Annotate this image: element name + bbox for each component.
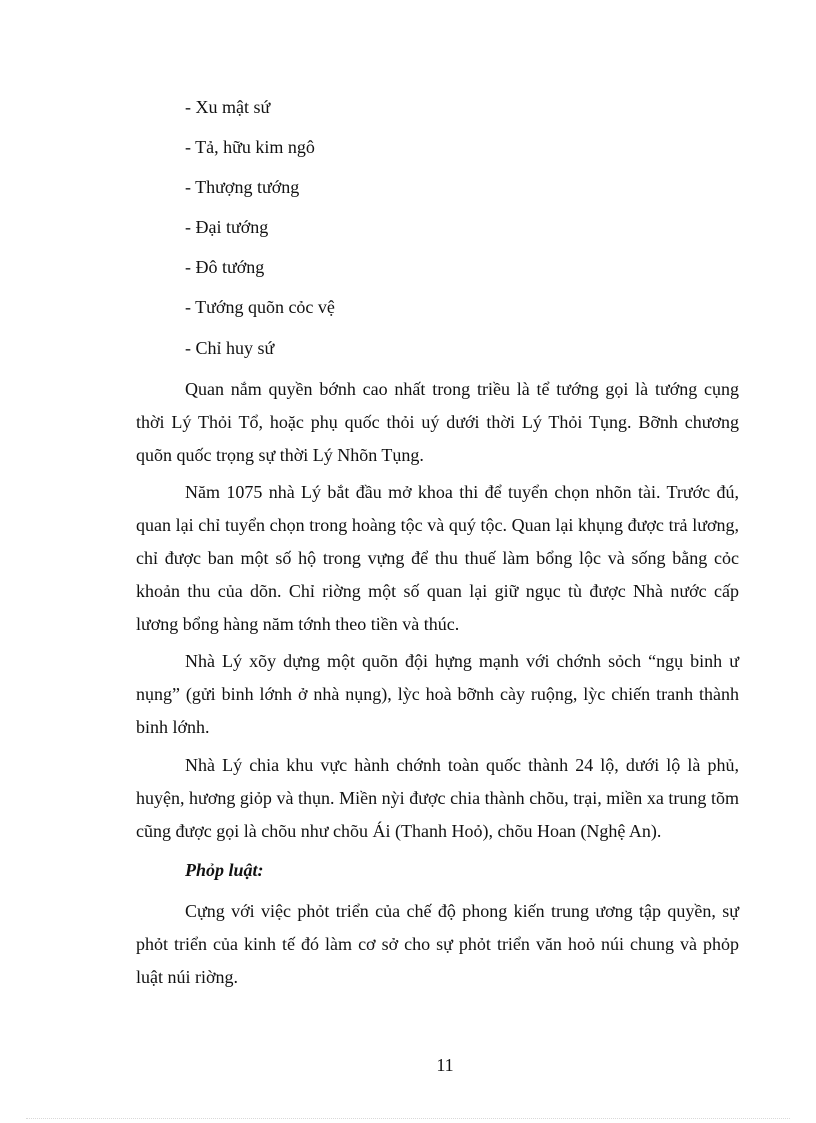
paragraph: Nhà Lý chia khu vực hành chớnh toàn quốc thành 24 lộ, dưới lộ là phủ, huyện, hương giỏp và thụn. Miền nỳi được chia thành chõu, trại, miền xa trung tõm cũng được gọi là chõu như chõu Ái (Thanh Hoỏ), chõu Hoan (Nghệ An).: [136, 755, 739, 841]
paragraph: Quan nắm quyền bớnh cao nhất trong triều là tể tướng gọi là tướng cụng thời Lý Thỏi Tổ, hoặc phụ quốc thỏi uý dưới thời Lý Thỏi Tụng. Bỡnh chương quõn quốc trọng sự thời Lý Nhõn Tụng.: [136, 379, 739, 465]
list-item: - Thượng tướng: [185, 177, 300, 197]
list-item: - Chỉ huy sứ: [185, 338, 275, 358]
paragraph: Nhà Lý xõy dựng một quõn đội hựng mạnh với chớnh sỏch “ngụ binh ư nụng” (gửi binh lớnh ở nhà nụng), lỳc hoà bỡnh cày ruộng, lỳc chiến tranh thành binh lớnh.: [136, 651, 739, 737]
section-heading: Phỏp luật:: [185, 860, 264, 880]
list-item: - Đô tướng: [185, 257, 265, 277]
list-item: - Đại tướng: [185, 217, 269, 237]
list-item: - Tả, hữu kim ngô: [185, 137, 315, 157]
footer-divider: [26, 1118, 790, 1119]
paragraph: Cựng với việc phỏt triển của chế độ phong kiến trung ương tập quyền, sự phỏt triển của kinh tế đó làm cơ sở cho sự phỏt triển văn hoỏ núi chung và phỏp luật núi riờng.: [136, 901, 739, 987]
list-item: - Tướng quõn cỏc vệ: [185, 297, 335, 317]
page-number: 11: [436, 1055, 454, 1075]
list-item: - Xu mật sứ: [185, 97, 271, 117]
paragraph: Năm 1075 nhà Lý bắt đầu mở khoa thi để tuyển chọn nhõn tài. Trước đú, quan lại chỉ tuyển chọn trong hoàng tộc và quý tộc. Quan lại khụng được trả lương, chỉ được ban một số hộ trong vựng để thu thuế làm bổng lộc và sống bằng cỏc khoản thu của dõn. Chỉ riờng một số quan lại giữ ngục tù được Nhà nước cấp lương bổng hàng năm tớnh theo tiền và thúc.: [136, 482, 739, 634]
